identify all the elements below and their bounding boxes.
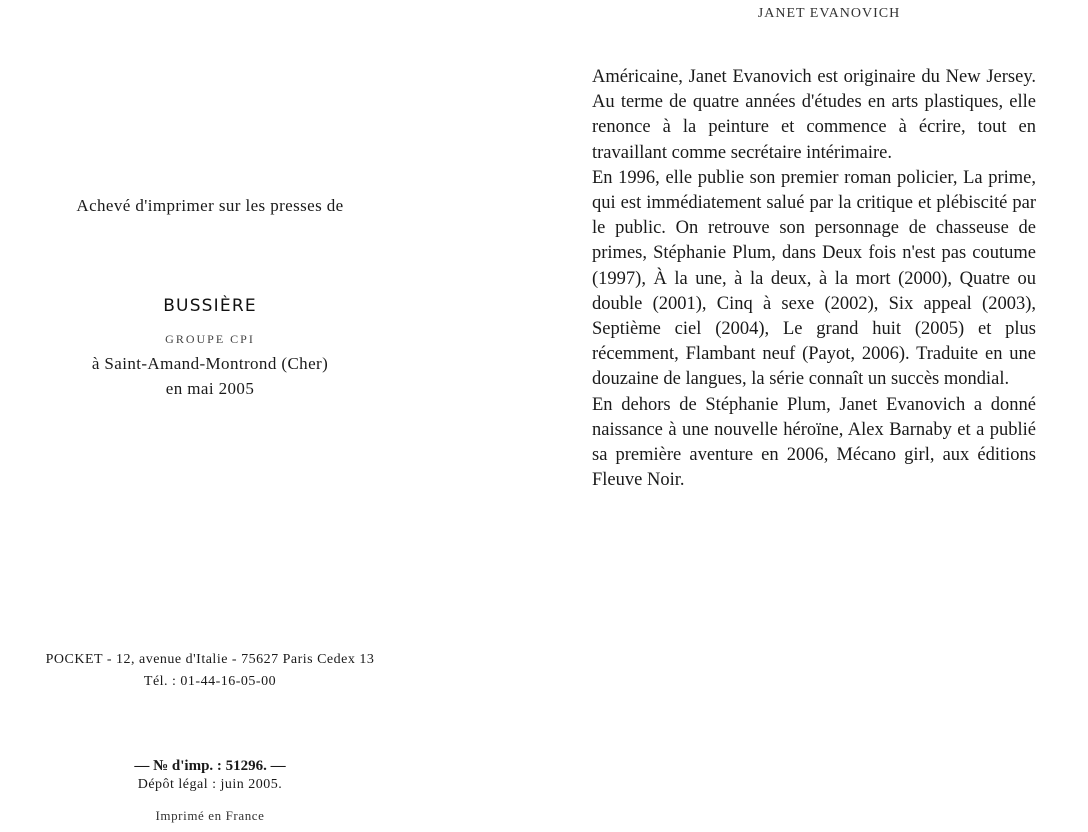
colophon-page <box>0 0 420 832</box>
imprint-number: — № d'imp. : 51296. — <box>134 758 286 774</box>
legal-deposit: Dépôt légal : juin 2005. <box>137 777 283 792</box>
bio-paragraph: Américaine, Janet Evanovich est originaire du New Jersey. Au terme de quatre années d'études en arts plastiques, elle renonce à la peinture et commence à écrire, tout en travaillant comme secrétaire intérimaire. <box>592 67 1036 163</box>
running-header: JANET EVANOVICH <box>757 6 901 21</box>
printed-in-country: Imprimé en France <box>155 808 265 823</box>
author-biography <box>592 65 1036 493</box>
printer-group: GROUPE CPI <box>165 332 255 346</box>
author-bio-page <box>570 0 1088 832</box>
printing-statement: Achevé d'imprimer sur les presses de <box>76 196 344 215</box>
bio-paragraph: En 1996, elle publie son premier roman policier, La prime, qui est immédiatement salué par la critique et plébiscité par le public. On retrouve son personnage de chasseuse de primes, Stéphanie Plum, dans Deux fois n'est pas coutume (1997), À la une, à la deux, à la mort (2000), Quatre ou double (2001), Cinq à sexe (2002), Six appeal (2003), Septième ciel (2004), Le grand huit (2005) et plus récemment, Flambant neuf (Payot, 2006). Traduite en une douzaine de langues, la série connaît un succès mondial. <box>592 167 1036 390</box>
publisher-phone: Tél. : 01-44-16-05-00 <box>143 674 277 689</box>
print-date: en mai 2005 <box>165 379 255 398</box>
bio-paragraph: En dehors de Stéphanie Plum, Janet Evanovich a donné naissance à une nouvelle héroïne, Alex Barnaby et a publié sa première aventure en 2006, Mécano girl, aux éditions Fleuve Noir. <box>592 394 1036 491</box>
publisher-address: POCKET - 12, avenue d'Italie - 75627 Paris Cedex 13 <box>45 652 375 667</box>
printer-location: à Saint-Amand-Montrond (Cher) <box>91 354 329 373</box>
printer-name: BUSSIÈRE <box>163 296 257 316</box>
